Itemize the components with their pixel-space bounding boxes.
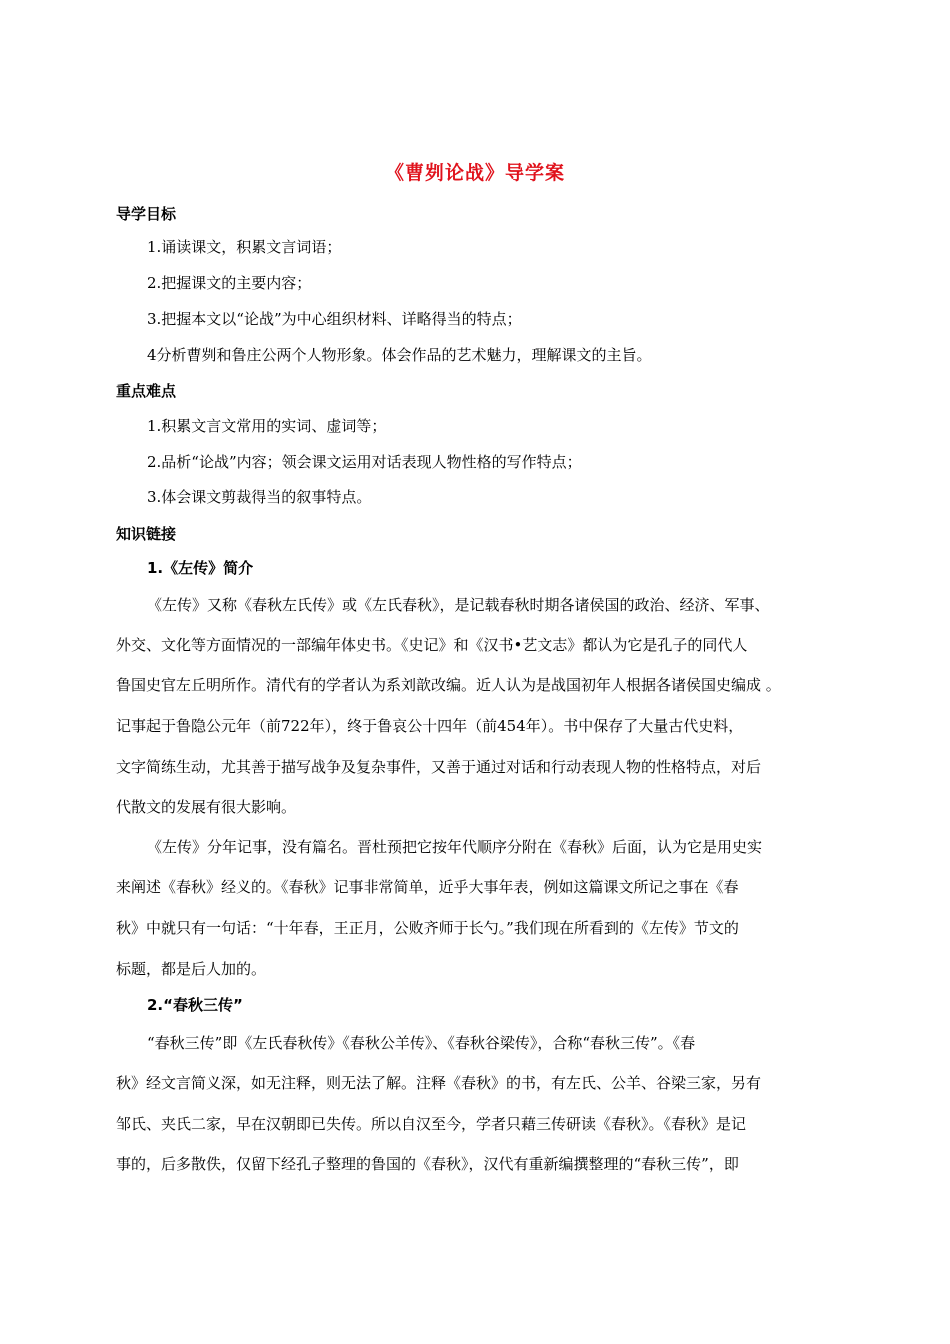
paragraph-line: 事的，后多散佚，仅留下经孔子整理的鲁国的《春秋》，汉代有重新编撰整理的“春秋三传”，即 bbox=[116, 1155, 739, 1173]
paragraph-line: 文字简练生动，尤其善于描写战争及复杂事件，又善于通过对话和行动表现人物的性格特点，对后 bbox=[116, 758, 762, 776]
paragraph-line: 鲁国史官左丘明所作。清代有的学者认为系刘歆改编。近人认为是战国初年人根据各诸侯国史编成 。 bbox=[116, 676, 781, 694]
section-heading-goals: 导学目标 bbox=[116, 205, 177, 223]
goal-item: 3.把握本文以“论战”为中心组织材料、详略得当的特点； bbox=[147, 310, 522, 328]
goal-item: 4分析曹刿和鲁庄公两个人物形象。体会作品的艺术魅力，理解课文的主旨。 bbox=[147, 346, 652, 364]
paragraph-line: 邹氏、夹氏二家，早在汉朝即已失传。所以自汉至今，学者只藉三传研读《春秋》。《春秋》是记 bbox=[116, 1115, 747, 1133]
section-heading-knowledge: 知识链接 bbox=[116, 525, 177, 543]
paragraph-line: 《左传》分年记事，没有篇名。晋杜预把它按年代顺序分附在《春秋》后面，认为它是用史实 bbox=[147, 838, 763, 856]
paragraph-line: 外交、文化等方面情况的一部编年体史书。《史记》和《汉书•艺文志》都认为它是孔子的同代人 bbox=[116, 636, 748, 654]
paragraph-line: 记事起于鲁隐公元年（前722年），终于鲁哀公十四年（前454年）。书中保存了大量古代史料， bbox=[116, 717, 744, 735]
goal-item: 2.把握课文的主要内容； bbox=[147, 274, 312, 292]
key-point-item: 3.体会课文剪裁得当的叙事特点。 bbox=[147, 488, 372, 506]
key-point-item: 2.品析“论战”内容；领会课文运用对话表现人物性格的写作特点； bbox=[147, 453, 582, 471]
key-point-item: 1.积累文言文常用的实词、虚词等； bbox=[147, 417, 387, 435]
paragraph-line: 秋》经文言简义深，如无注释，则无法了解。注释《春秋》的书，有左氏、公羊、谷梁三家，另有 bbox=[116, 1074, 762, 1092]
subheading-zuozhuan: 1.《左传》简介 bbox=[147, 559, 254, 577]
goal-item: 1.诵读课文，积累文言词语； bbox=[147, 238, 342, 256]
subheading-three-commentaries: 2.“春秋三传” bbox=[147, 996, 243, 1014]
paragraph-line: 来阐述《春秋》经义的。《春秋》记事非常简单，近乎大事年表，例如这篇课文所记之事在《春 bbox=[116, 878, 739, 896]
document-title: 《曹刿论战》导学案 bbox=[384, 162, 565, 184]
paragraph-line: “春秋三传”即《左氏春秋传》《春秋公羊传》、《春秋谷梁传》，合称“春秋三传”。《春 bbox=[147, 1034, 696, 1052]
paragraph-line: 代散文的发展有很大影响。 bbox=[116, 798, 297, 816]
paragraph-line: 秋》中就只有一句话：“十年春，王正月，公败齐师于长勺。”我们现在所看到的《左传》节文的 bbox=[116, 919, 739, 937]
paragraph-line: 标题，都是后人加的。 bbox=[116, 960, 267, 978]
section-heading-key-points: 重点难点 bbox=[116, 382, 177, 400]
paragraph-line: 《左传》又称《春秋左氏传》或《左氏春秋》，是记载春秋时期各诸侯国的政治、经济、军事、 bbox=[147, 596, 770, 614]
